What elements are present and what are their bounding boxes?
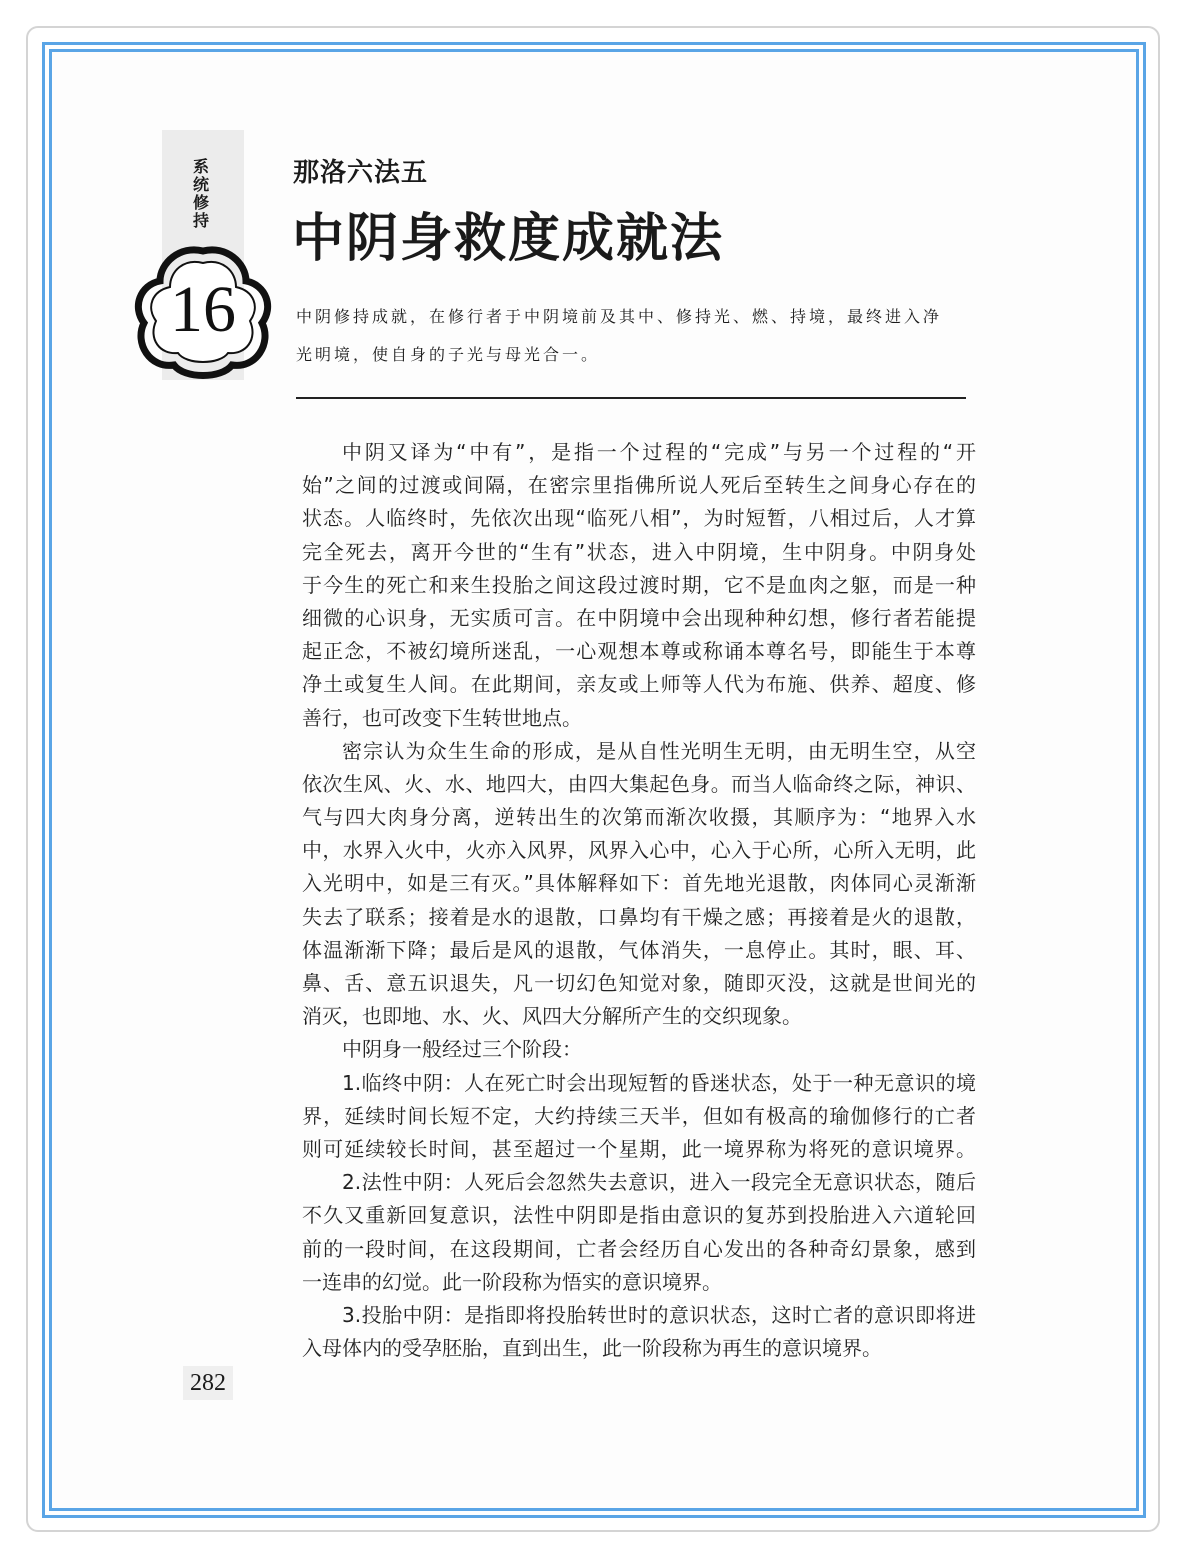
body-line: 入母体内的受孕胚胎，直到出生，此一阶段称为再生的意识境界。 <box>302 1336 882 1361</box>
body-line: 中，水界入火中，火亦入风界，风界入心中，心入于心所，心所入无明，此 <box>302 838 976 863</box>
intro-line: 光明境，使自身的子光与母光合一。 <box>296 345 601 364</box>
chapter-intro <box>296 298 966 374</box>
body-line: 净土或复生人间。在此期间，亲友或上师等人代为布施、供养、超度、修 <box>302 672 976 697</box>
chapter-title: 中阴身救度成就法 <box>292 209 725 269</box>
body-line: 依次生风、火、水、地四大，由四大集起色身。而当人临命终之际，神识、 <box>302 771 976 796</box>
body-line: 则可延续较长时间，甚至超过一个星期，此一境界称为将死的意识境界。 <box>302 1136 976 1161</box>
body-line: 2.法性中阴：人死后会忽然失去意识，进入一段完全无意识状态，随后 <box>342 1170 976 1195</box>
body-line: 3.投胎中阴：是指即将投胎转世时的意识状态，这时亡者的意识即将进 <box>342 1302 976 1327</box>
body-line: 于今生的死亡和来生投胎之间这段过渡时期，它不是血肉之躯，而是一种 <box>302 572 976 597</box>
divider <box>296 397 966 399</box>
body-line: 善行，也可改变下生转世地点。 <box>302 705 582 730</box>
body-line: 中阴又译为“中有”，是指一个过程的“完成”与另一个过程的“开 <box>342 440 976 464</box>
body-line: 鼻、舌、意五识退失，凡一切幻色知觉对象，随即灭没，这就是世间光的 <box>302 971 976 995</box>
body-line: 一连串的幻觉。此一阶段称为悟实的意识境界。 <box>302 1269 722 1294</box>
body-line: 消灭，也即地、水、火、风四大分解所产生的交织现象。 <box>302 1004 802 1029</box>
section-label: 系统修持 <box>192 157 209 230</box>
body-line: 不久又重新回复意识，法性中阴即是指由意识的复苏到投胎进入六道轮回 <box>302 1203 976 1228</box>
body-line: 细微的心识身，无实质可言。在中阴境中会出现种种幻想，修行者若能提 <box>302 605 976 630</box>
body-line: 中阴身一般经过三个阶段： <box>342 1037 582 1062</box>
body-text <box>302 436 976 1365</box>
body-line: 入光明中，如是三有灭。”具体解释如下：首先地光退散，肉体同心灵渐渐 <box>302 871 976 896</box>
body-line: 状态。人临终时，先依次出现“临死八相”，为时短暂，八相过后，人才算 <box>302 506 976 531</box>
intro-line: 中阴修持成就，在修行者于中阴境前及其中、修持光、燃、持境，最终进入净 <box>296 307 943 326</box>
chapter-subtitle: 那洛六法五 <box>293 158 429 188</box>
body-line: 界，延续时间长短不定，大约持续三天半，但如有极高的瑜伽修行的亡者 <box>302 1103 976 1128</box>
page-number: 282 <box>183 1366 233 1400</box>
body-line: 失去了联系；接着是水的退散，口鼻均有干燥之感；再接着是火的退散， <box>302 904 976 929</box>
body-line: 完全死去，离开今世的“生有”状态，进入中阴境，生中阴身。中阴身处 <box>302 539 976 564</box>
chapter-number: 16 <box>170 273 236 346</box>
body-line: 1.临终中阴：人在死亡时会出现短暂的昏迷状态，处于一种无意识的境 <box>342 1070 976 1095</box>
body-line: 密宗认为众生生命的形成，是从自性光明生无明，由无明生空，从空 <box>342 738 976 763</box>
body-line: 体温渐渐下降；最后是风的退散，气体消失，一息停止。其时，眼、耳、 <box>302 937 976 962</box>
body-line: 前的一段时间，在这段期间，亡者会经历自心发出的各种奇幻景象，感到 <box>302 1236 976 1261</box>
body-line: 起正念，不被幻境所迷乱，一心观想本尊或称诵本尊名号，即能生于本尊 <box>302 639 976 664</box>
body-line: 始”之间的过渡或间隔，在密宗里指佛所说人死后至转生之间身心存在的 <box>302 473 976 498</box>
body-line: 气与四大肉身分离，逆转出生的次第而渐次收摄，其顺序为：“地界入水 <box>302 805 976 830</box>
